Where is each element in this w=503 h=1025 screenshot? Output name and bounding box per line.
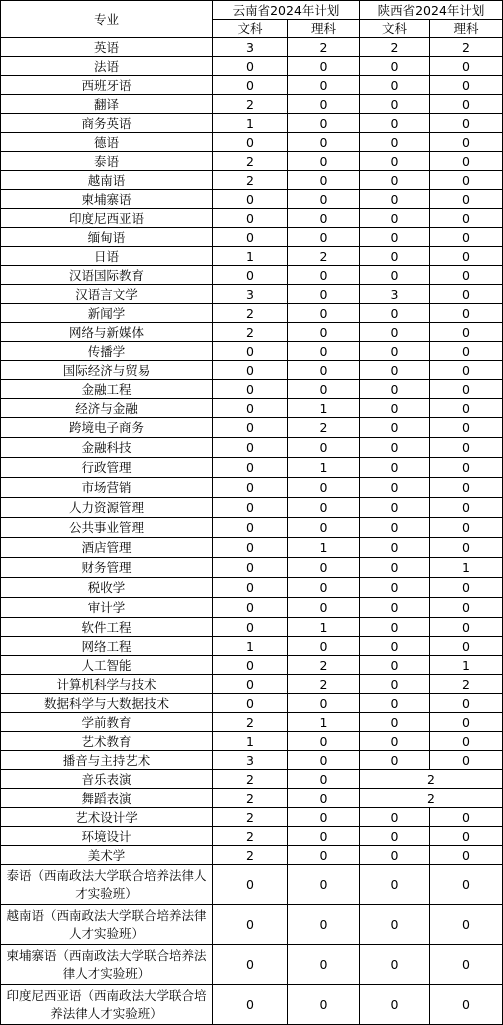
quota-cell: 0 bbox=[288, 865, 360, 905]
quota-cell: 0 bbox=[213, 865, 288, 905]
quota-cell: 1 bbox=[213, 637, 288, 656]
quota-cell: 0 bbox=[288, 152, 360, 171]
table-row bbox=[1, 209, 503, 228]
major-name: 柬埔寨语（西南政法大学联合培养法律人才实验班） bbox=[1, 945, 213, 985]
quota-cell: 0 bbox=[360, 498, 430, 518]
major-name: 缅甸语 bbox=[1, 228, 213, 247]
table-row bbox=[1, 247, 503, 266]
quota-cell: 0 bbox=[430, 598, 503, 618]
quota-cell: 0 bbox=[288, 228, 360, 247]
quota-cell: 0 bbox=[213, 209, 288, 228]
quota-cell: 0 bbox=[213, 538, 288, 558]
table-row bbox=[1, 304, 503, 323]
quota-cell: 0 bbox=[213, 945, 288, 985]
quota-cell: 2 bbox=[213, 770, 288, 789]
quota-cell: 0 bbox=[360, 618, 430, 637]
quota-cell: 0 bbox=[430, 637, 503, 656]
quota-cell: 0 bbox=[288, 808, 360, 827]
quota-cell: 0 bbox=[288, 789, 360, 808]
quota-cell: 0 bbox=[430, 578, 503, 598]
table-row bbox=[1, 438, 503, 458]
quota-cell: 3 bbox=[213, 285, 288, 304]
quota-cell: 0 bbox=[360, 675, 430, 694]
quota-cell: 0 bbox=[430, 209, 503, 228]
major-name: 软件工程 bbox=[1, 618, 213, 637]
major-name: 汉语国际教育 bbox=[1, 266, 213, 285]
table-row bbox=[1, 598, 503, 618]
quota-cell: 0 bbox=[213, 438, 288, 458]
quota-cell: 1 bbox=[213, 732, 288, 751]
header-shaanxi: 陕西省2024年计划 bbox=[360, 1, 503, 20]
table-row bbox=[1, 342, 503, 361]
quota-cell: 0 bbox=[360, 578, 430, 598]
quota-cell: 0 bbox=[213, 228, 288, 247]
quota-cell: 0 bbox=[360, 209, 430, 228]
quota-cell: 0 bbox=[430, 478, 503, 498]
table-row bbox=[1, 498, 503, 518]
quota-cell: 0 bbox=[213, 985, 288, 1025]
table-row bbox=[1, 190, 503, 209]
major-name: 网络工程 bbox=[1, 637, 213, 656]
quota-cell: 0 bbox=[288, 751, 360, 770]
major-name: 人工智能 bbox=[1, 656, 213, 675]
quota-cell: 0 bbox=[430, 518, 503, 538]
quota-cell: 0 bbox=[360, 827, 430, 846]
quota-cell: 0 bbox=[430, 865, 503, 905]
quota-cell: 2 bbox=[288, 38, 360, 57]
major-name: 金融工程 bbox=[1, 380, 213, 399]
major-name: 酒店管理 bbox=[1, 538, 213, 558]
table-row bbox=[1, 57, 503, 76]
major-name: 计算机科学与技术 bbox=[1, 675, 213, 694]
major-name: 越南语 bbox=[1, 171, 213, 190]
quota-cell: 0 bbox=[213, 598, 288, 618]
major-name: 日语 bbox=[1, 247, 213, 266]
major-name: 翻译 bbox=[1, 95, 213, 114]
quota-cell: 0 bbox=[360, 95, 430, 114]
quota-cell: 0 bbox=[360, 458, 430, 478]
quota-cell: 2 bbox=[213, 808, 288, 827]
quota-cell: 0 bbox=[430, 285, 503, 304]
table-row bbox=[1, 458, 503, 478]
quota-cell: 0 bbox=[360, 114, 430, 133]
quota-cell: 0 bbox=[360, 361, 430, 380]
quota-cell: 0 bbox=[213, 518, 288, 538]
quota-cell: 0 bbox=[288, 732, 360, 751]
table-row bbox=[1, 694, 503, 713]
major-name: 越南语（西南政法大学联合培养法律人才实验班） bbox=[1, 905, 213, 945]
table-row bbox=[1, 675, 503, 694]
major-name: 艺术设计学 bbox=[1, 808, 213, 827]
header-shaanxi-science: 理科 bbox=[430, 20, 503, 38]
quota-cell: 0 bbox=[288, 518, 360, 538]
quota-cell: 0 bbox=[360, 598, 430, 618]
major-name: 金融科技 bbox=[1, 438, 213, 458]
quota-cell: 0 bbox=[430, 438, 503, 458]
quota-cell: 0 bbox=[430, 945, 503, 985]
quota-cell: 0 bbox=[430, 95, 503, 114]
quota-cell: 0 bbox=[288, 438, 360, 458]
major-name: 审计学 bbox=[1, 598, 213, 618]
quota-cell: 0 bbox=[288, 95, 360, 114]
major-name: 跨境电子商务 bbox=[1, 418, 213, 438]
quota-cell: 0 bbox=[430, 323, 503, 342]
quota-cell: 0 bbox=[360, 558, 430, 578]
quota-cell: 0 bbox=[430, 498, 503, 518]
major-name: 德语 bbox=[1, 133, 213, 152]
quota-cell: 2 bbox=[288, 418, 360, 438]
quota-cell: 0 bbox=[360, 656, 430, 675]
quota-cell: 2 bbox=[213, 152, 288, 171]
quota-cell: 2 bbox=[288, 656, 360, 675]
quota-cell: 1 bbox=[288, 538, 360, 558]
quota-cell: 0 bbox=[288, 380, 360, 399]
major-name: 学前教育 bbox=[1, 713, 213, 732]
quota-cell: 0 bbox=[360, 152, 430, 171]
table-row bbox=[1, 808, 503, 827]
quota-cell: 0 bbox=[360, 713, 430, 732]
quota-cell: 0 bbox=[213, 57, 288, 76]
quota-cell: 0 bbox=[213, 342, 288, 361]
quota-cell: 0 bbox=[360, 518, 430, 538]
table-row bbox=[1, 76, 503, 95]
major-name: 播音与主持艺术 bbox=[1, 751, 213, 770]
quota-cell: 0 bbox=[430, 694, 503, 713]
quota-cell: 0 bbox=[430, 76, 503, 95]
quota-cell: 0 bbox=[430, 905, 503, 945]
table-row bbox=[1, 538, 503, 558]
table-row bbox=[1, 905, 503, 945]
quota-cell: 0 bbox=[213, 190, 288, 209]
quota-cell: 0 bbox=[213, 361, 288, 380]
table-row bbox=[1, 133, 503, 152]
table-row bbox=[1, 228, 503, 247]
major-name: 税收学 bbox=[1, 578, 213, 598]
quota-cell: 0 bbox=[288, 209, 360, 228]
table-row bbox=[1, 478, 503, 498]
quota-cell: 0 bbox=[288, 171, 360, 190]
quota-cell: 2 bbox=[213, 827, 288, 846]
quota-cell: 0 bbox=[430, 732, 503, 751]
quota-cell: 0 bbox=[360, 342, 430, 361]
quota-cell: 0 bbox=[430, 247, 503, 266]
quota-cell: 0 bbox=[288, 905, 360, 945]
quota-cell: 0 bbox=[360, 732, 430, 751]
quota-cell: 0 bbox=[288, 190, 360, 209]
quota-cell: 0 bbox=[288, 323, 360, 342]
quota-cell: 0 bbox=[360, 57, 430, 76]
table-row bbox=[1, 380, 503, 399]
quota-cell: 0 bbox=[430, 228, 503, 247]
quota-cell: 0 bbox=[430, 538, 503, 558]
quota-cell: 0 bbox=[288, 598, 360, 618]
table-row bbox=[1, 266, 503, 285]
quota-cell: 0 bbox=[213, 498, 288, 518]
quota-cell: 1 bbox=[213, 114, 288, 133]
quota-cell: 0 bbox=[213, 478, 288, 498]
quota-cell: 0 bbox=[213, 618, 288, 637]
quota-cell: 0 bbox=[360, 846, 430, 865]
major-name: 泰语 bbox=[1, 152, 213, 171]
major-name: 法语 bbox=[1, 57, 213, 76]
quota-cell: 0 bbox=[360, 133, 430, 152]
quota-cell: 0 bbox=[360, 478, 430, 498]
quota-cell: 0 bbox=[430, 361, 503, 380]
quota-cell: 0 bbox=[360, 190, 430, 209]
quota-cell: 0 bbox=[430, 399, 503, 418]
quota-cell: 0 bbox=[288, 114, 360, 133]
quota-cell: 1 bbox=[288, 458, 360, 478]
major-name: 印度尼西亚语 bbox=[1, 209, 213, 228]
quota-cell: 0 bbox=[360, 323, 430, 342]
header-major: 专业 bbox=[1, 1, 213, 38]
major-name: 行政管理 bbox=[1, 458, 213, 478]
quota-cell: 0 bbox=[360, 380, 430, 399]
table-row bbox=[1, 789, 503, 808]
quota-cell: 0 bbox=[288, 133, 360, 152]
quota-cell: 0 bbox=[360, 76, 430, 95]
quota-cell: 0 bbox=[360, 438, 430, 458]
quota-cell: 0 bbox=[288, 361, 360, 380]
quota-cell: 0 bbox=[430, 458, 503, 478]
major-name: 美术学 bbox=[1, 846, 213, 865]
quota-cell: 0 bbox=[360, 945, 430, 985]
table-row bbox=[1, 152, 503, 171]
table-row bbox=[1, 38, 503, 57]
quota-cell: 2 bbox=[213, 846, 288, 865]
header-row-1 bbox=[1, 1, 503, 20]
quota-cell: 1 bbox=[288, 399, 360, 418]
quota-cell: 0 bbox=[213, 558, 288, 578]
major-name: 舞蹈表演 bbox=[1, 789, 213, 808]
quota-cell: 0 bbox=[213, 380, 288, 399]
quota-cell: 0 bbox=[213, 399, 288, 418]
major-name: 商务英语 bbox=[1, 114, 213, 133]
quota-cell: 0 bbox=[360, 399, 430, 418]
quota-cell: 0 bbox=[288, 558, 360, 578]
quota-cell: 0 bbox=[430, 380, 503, 399]
major-name: 柬埔寨语 bbox=[1, 190, 213, 209]
quota-cell: 2 bbox=[213, 95, 288, 114]
major-name: 印度尼西亚语（西南政法大学联合培养法律人才实验班） bbox=[1, 985, 213, 1025]
quota-cell: 0 bbox=[430, 57, 503, 76]
quota-cell: 0 bbox=[360, 637, 430, 656]
quota-cell: 0 bbox=[430, 618, 503, 637]
quota-cell: 0 bbox=[430, 846, 503, 865]
major-name: 数据科学与大数据技术 bbox=[1, 694, 213, 713]
table-row bbox=[1, 751, 503, 770]
table-row bbox=[1, 827, 503, 846]
quota-cell: 1 bbox=[288, 618, 360, 637]
quota-cell: 2 bbox=[213, 171, 288, 190]
quota-cell: 0 bbox=[360, 171, 430, 190]
quota-cell: 0 bbox=[288, 637, 360, 656]
quota-cell: 0 bbox=[213, 76, 288, 95]
major-name: 公共事业管理 bbox=[1, 518, 213, 538]
table-row bbox=[1, 578, 503, 598]
quota-cell: 0 bbox=[360, 247, 430, 266]
major-name: 西班牙语 bbox=[1, 76, 213, 95]
quota-cell: 0 bbox=[288, 57, 360, 76]
quota-cell: 0 bbox=[288, 827, 360, 846]
table-row bbox=[1, 171, 503, 190]
major-name: 汉语言文学 bbox=[1, 285, 213, 304]
quota-cell: 0 bbox=[213, 133, 288, 152]
quota-cell: 0 bbox=[288, 76, 360, 95]
table-row bbox=[1, 656, 503, 675]
quota-cell: 1 bbox=[213, 247, 288, 266]
quota-cell: 3 bbox=[360, 285, 430, 304]
quota-cell: 0 bbox=[288, 285, 360, 304]
quota-cell: 0 bbox=[288, 498, 360, 518]
quota-cell: 0 bbox=[360, 905, 430, 945]
quota-cell: 0 bbox=[288, 478, 360, 498]
quota-cell: 0 bbox=[360, 985, 430, 1025]
quota-cell: 0 bbox=[213, 694, 288, 713]
table-row bbox=[1, 518, 503, 538]
table-row bbox=[1, 732, 503, 751]
quota-cell: 0 bbox=[360, 808, 430, 827]
quota-cell-merged: 2 bbox=[360, 770, 503, 789]
header-yunnan-arts: 文科 bbox=[213, 20, 288, 38]
major-name: 财务管理 bbox=[1, 558, 213, 578]
quota-cell: 2 bbox=[430, 675, 503, 694]
table-row bbox=[1, 770, 503, 789]
quota-cell: 2 bbox=[288, 247, 360, 266]
major-name: 网络与新媒体 bbox=[1, 323, 213, 342]
quota-cell: 0 bbox=[213, 458, 288, 478]
quota-cell: 0 bbox=[430, 190, 503, 209]
table-row bbox=[1, 399, 503, 418]
major-name: 环境设计 bbox=[1, 827, 213, 846]
header-shaanxi-arts: 文科 bbox=[360, 20, 430, 38]
table-row bbox=[1, 618, 503, 637]
quota-cell: 0 bbox=[213, 905, 288, 945]
header-yunnan: 云南省2024年计划 bbox=[213, 1, 360, 20]
quota-cell: 0 bbox=[360, 538, 430, 558]
quota-cell: 0 bbox=[430, 152, 503, 171]
major-name: 音乐表演 bbox=[1, 770, 213, 789]
table-row bbox=[1, 985, 503, 1025]
quota-cell: 0 bbox=[430, 713, 503, 732]
quota-cell: 3 bbox=[213, 38, 288, 57]
quota-cell: 0 bbox=[288, 342, 360, 361]
header-yunnan-science: 理科 bbox=[288, 20, 360, 38]
quota-cell: 0 bbox=[213, 578, 288, 598]
quota-cell: 0 bbox=[430, 751, 503, 770]
table-row bbox=[1, 865, 503, 905]
quota-cell: 0 bbox=[288, 304, 360, 323]
quota-cell: 0 bbox=[360, 865, 430, 905]
major-name: 泰语（西南政法大学联合培养法律人才实验班） bbox=[1, 865, 213, 905]
quota-cell: 0 bbox=[430, 133, 503, 152]
major-name: 国际经济与贸易 bbox=[1, 361, 213, 380]
major-name: 英语 bbox=[1, 38, 213, 57]
quota-cell: 0 bbox=[213, 675, 288, 694]
table-row bbox=[1, 114, 503, 133]
quota-cell: 0 bbox=[288, 945, 360, 985]
quota-cell: 0 bbox=[213, 656, 288, 675]
major-name: 市场营销 bbox=[1, 478, 213, 498]
quota-cell: 2 bbox=[213, 713, 288, 732]
quota-cell: 2 bbox=[213, 304, 288, 323]
quota-cell: 2 bbox=[430, 38, 503, 57]
quota-cell: 0 bbox=[430, 827, 503, 846]
quota-cell: 0 bbox=[430, 418, 503, 438]
quota-cell: 2 bbox=[213, 789, 288, 808]
table-row bbox=[1, 323, 503, 342]
table-row bbox=[1, 558, 503, 578]
quota-cell: 1 bbox=[430, 656, 503, 675]
table-row bbox=[1, 285, 503, 304]
quota-cell: 2 bbox=[213, 323, 288, 342]
quota-cell: 2 bbox=[360, 38, 430, 57]
quota-cell: 0 bbox=[360, 304, 430, 323]
major-name: 经济与金融 bbox=[1, 399, 213, 418]
quota-cell: 0 bbox=[288, 578, 360, 598]
quota-cell: 0 bbox=[213, 266, 288, 285]
table-row bbox=[1, 846, 503, 865]
quota-cell: 0 bbox=[288, 266, 360, 285]
quota-cell: 2 bbox=[288, 675, 360, 694]
major-name: 艺术教育 bbox=[1, 732, 213, 751]
quota-cell: 0 bbox=[430, 342, 503, 361]
major-name: 传播学 bbox=[1, 342, 213, 361]
quota-cell: 0 bbox=[430, 114, 503, 133]
quota-cell-merged: 2 bbox=[360, 789, 503, 808]
quota-cell: 0 bbox=[288, 770, 360, 789]
major-name: 新闻学 bbox=[1, 304, 213, 323]
quota-cell: 1 bbox=[430, 558, 503, 578]
quota-cell: 0 bbox=[360, 751, 430, 770]
quota-cell: 0 bbox=[430, 304, 503, 323]
quota-cell: 0 bbox=[430, 171, 503, 190]
quota-cell: 0 bbox=[360, 266, 430, 285]
quota-cell: 0 bbox=[288, 694, 360, 713]
quota-cell: 0 bbox=[430, 985, 503, 1025]
quota-cell: 0 bbox=[213, 418, 288, 438]
quota-cell: 0 bbox=[360, 228, 430, 247]
table-row bbox=[1, 713, 503, 732]
quota-cell: 0 bbox=[360, 694, 430, 713]
table-row bbox=[1, 945, 503, 985]
table-row bbox=[1, 361, 503, 380]
quota-cell: 0 bbox=[430, 808, 503, 827]
table-row bbox=[1, 95, 503, 114]
quota-cell: 0 bbox=[360, 418, 430, 438]
quota-cell: 0 bbox=[288, 846, 360, 865]
quota-cell: 0 bbox=[288, 985, 360, 1025]
quota-cell: 3 bbox=[213, 751, 288, 770]
quota-cell: 0 bbox=[430, 266, 503, 285]
table-row bbox=[1, 418, 503, 438]
major-name: 人力资源管理 bbox=[1, 498, 213, 518]
quota-cell: 1 bbox=[288, 713, 360, 732]
table-row bbox=[1, 637, 503, 656]
